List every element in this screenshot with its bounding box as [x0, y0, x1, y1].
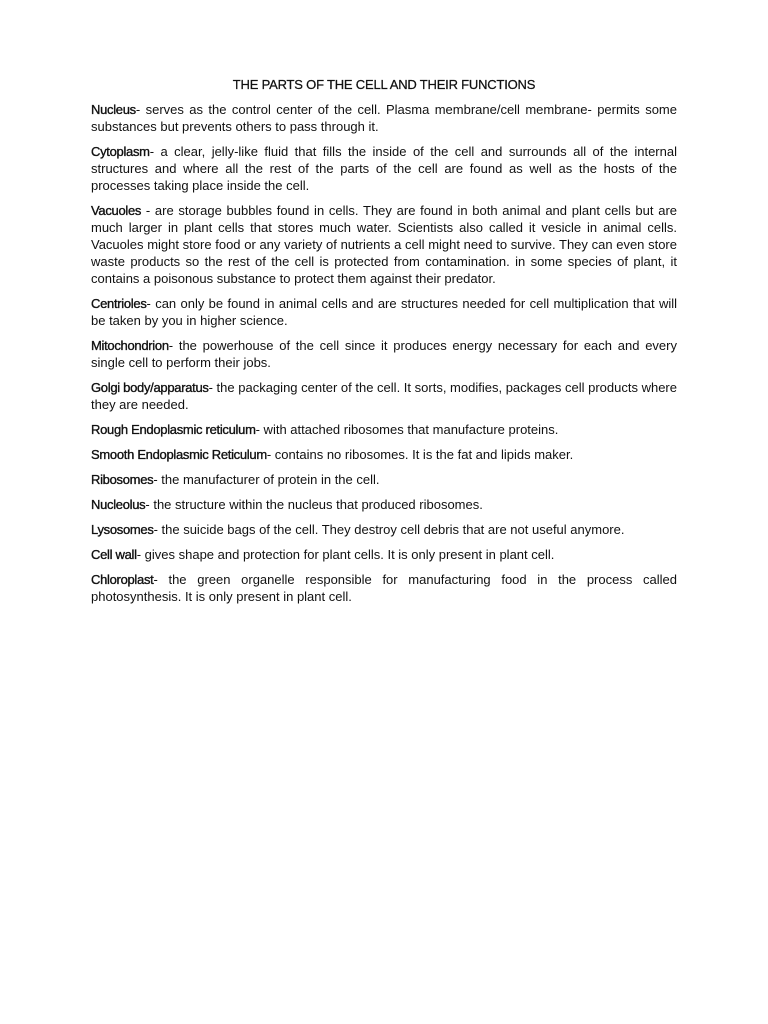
definition-text: - gives shape and protection for plant cells. It is only present in plant cell.: [136, 547, 555, 562]
document-title: THE PARTS OF THE CELL AND THEIR FUNCTIONS: [232, 77, 536, 92]
entry-mitochondrion: [91, 337, 677, 371]
entry-nucleolus: [91, 496, 677, 513]
entry-golgi-body: [91, 379, 677, 413]
term-label: Ribosomes: [91, 472, 154, 487]
definition-text: - contains no ribosomes. It is the fat and lipids maker.: [266, 447, 574, 462]
term-label: Nucleolus: [91, 497, 146, 512]
definition-text: - the green organelle responsible for manufacturing food in the process called photosynthesis. It is only present in plant cell.: [91, 572, 677, 604]
term-label: Centrioles: [91, 296, 147, 311]
definition-text: - the structure within the nucleus that produced ribosomes.: [145, 497, 483, 512]
term-label: Nucleus: [91, 102, 136, 117]
entry-chloroplast: [91, 571, 677, 605]
entry-smooth-er: [91, 446, 677, 463]
entry-rough-er: [91, 421, 677, 438]
definition-text: - the packaging center of the cell. It sorts, modifies, packages cell products where they are needed.: [91, 380, 677, 412]
definition-text: - with attached ribosomes that manufacture proteins.: [255, 422, 559, 437]
entry-vacuoles: [91, 202, 677, 287]
entry-cytoplasm: [91, 143, 677, 194]
definition-text: - the powerhouse of the cell since it produces energy necessary for each and every single cell to perform their jobs.: [91, 338, 677, 370]
term-label: Rough Endoplasmic reticulum: [91, 422, 256, 437]
definition-text: - a clear, jelly-like fluid that fills the inside of the cell and surrounds all of the internal structures and where all the rest of the parts of the cell are found as well as the hosts of the processes taking place inside the cell.: [91, 144, 677, 193]
term-label: Cell wall: [91, 547, 137, 562]
term-label: Chloroplast: [91, 572, 154, 587]
term-label: Golgi body/apparatus: [91, 380, 209, 395]
entry-lysosomes: [91, 521, 677, 538]
term-label: Vacuoles: [91, 203, 142, 218]
entry-ribosomes: [91, 471, 677, 488]
term-label: Cytoplasm: [91, 144, 150, 159]
entry-cell-wall: [91, 546, 677, 563]
entry-nucleus: [91, 101, 677, 135]
term-label: Smooth Endoplasmic Reticulum: [91, 447, 267, 462]
entry-centrioles: [91, 295, 677, 329]
definition-text: - are storage bubbles found in cells. They are found in both animal and plant cells but are much larger in plant cells that stores much water. Scientists also called it vesicle in animal cells. Vacuoles might store food or any variety of nutrients a cell might need to survive. They can even store waste products so the rest of the cell is protected from contamination. in some species of plant, it contains a poisonous substance to protect them against their predator.: [91, 203, 677, 286]
document-page: [91, 76, 677, 613]
term-label: Lysosomes: [91, 522, 154, 537]
term-label: Mitochondrion: [91, 338, 169, 353]
definition-text: - serves as the control center of the cell. Plasma membrane/cell membrane- permits some substances but prevents others to pass through it.: [91, 102, 677, 134]
definition-text: - can only be found in animal cells and are structures needed for cell multiplication that will be taken by you in higher science.: [91, 296, 677, 328]
definition-text: - the suicide bags of the cell. They destroy cell debris that are not useful anymore.: [153, 522, 625, 537]
definition-text: - the manufacturer of protein in the cell.: [153, 472, 380, 487]
